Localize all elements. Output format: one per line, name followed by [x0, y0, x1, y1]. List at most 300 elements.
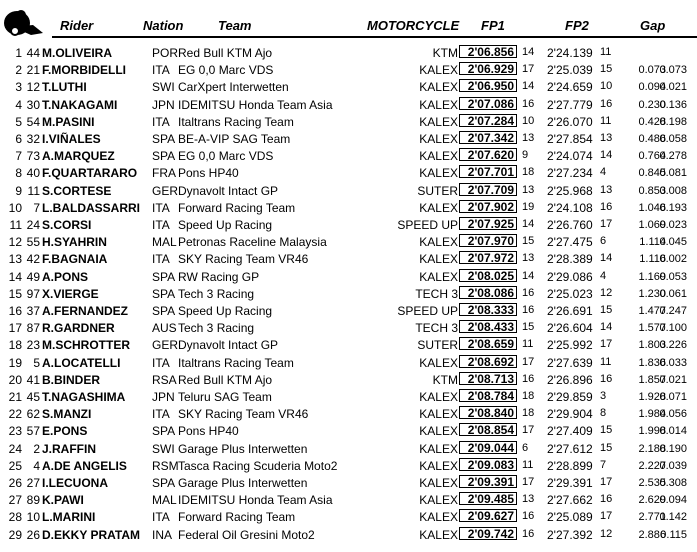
fp1-time: 2'07.086	[459, 97, 517, 110]
fp2-lap: 15	[600, 63, 613, 76]
gap-first: 2.629	[638, 494, 666, 507]
bike-number: 97	[26, 286, 40, 301]
nation: SWI	[152, 441, 175, 456]
team-name: Tasca Racing Scuderia Moto2	[178, 458, 338, 473]
bike-number: 62	[26, 407, 40, 422]
position: 6	[15, 132, 22, 146]
nation: SPA	[152, 476, 176, 490]
motorcycle: KALEX	[419, 355, 458, 370]
fp2-time: 2'29.859	[547, 390, 593, 404]
fp1-time: 2'08.333	[459, 303, 517, 316]
gap-previous: 0.193	[659, 201, 687, 214]
position: 17	[8, 321, 22, 336]
bike-number: 7	[33, 200, 40, 215]
rider-name: L.MARINI	[42, 510, 96, 525]
motorcycle: KALEX	[419, 132, 458, 146]
team-name: Dynavolt Intact GP	[178, 338, 279, 353]
gap-previous: 0.002	[659, 253, 687, 266]
bike-number: 10	[26, 510, 40, 525]
bike-number: 30	[26, 97, 40, 112]
nation: FRA	[152, 166, 176, 181]
position: 21	[8, 390, 22, 404]
fp2-time: 2'24.139	[547, 46, 593, 60]
team-name: IDEMITSU Honda Team Asia	[178, 493, 333, 508]
fp2-lap: 13	[600, 183, 613, 196]
fp2-time: 2'25.039	[547, 63, 593, 78]
motorcycle: KALEX	[419, 200, 458, 215]
team-name: Pons HP40	[178, 424, 239, 439]
gap-previous: 0.071	[659, 391, 687, 403]
fp2-time: 2'27.475	[547, 235, 593, 250]
motorcycle: KALEX	[419, 114, 458, 129]
fp1-time: 2'06.950	[459, 79, 517, 92]
fp1-time: 2'06.929	[459, 62, 517, 75]
gap-previous: 0.136	[659, 98, 687, 111]
table-row	[0, 285, 697, 302]
header-fp1: FP1	[481, 18, 505, 33]
fp2-lap: 8	[600, 407, 607, 420]
table-row	[0, 388, 697, 405]
table-row	[0, 319, 697, 336]
rider-name: F.BAGNAIA	[42, 252, 108, 267]
nation: ITA	[152, 407, 170, 422]
fp1-lap: 13	[522, 132, 535, 144]
bike-number: 73	[26, 149, 40, 164]
fp1-time: 2'08.854	[459, 423, 517, 436]
table-row	[0, 440, 697, 457]
nation: POR	[152, 46, 179, 60]
bike-number: 26	[26, 527, 40, 542]
fp1-lap: 9	[522, 149, 529, 162]
fp1-time: 2'07.709	[459, 183, 517, 196]
header-motorcycle: MOTORCYCLE	[367, 18, 460, 33]
position: 4	[15, 97, 22, 112]
nation: SPA	[152, 149, 176, 164]
nation: ITA	[152, 114, 170, 129]
header-fp2: FP2	[565, 18, 589, 33]
bike-number: 57	[26, 424, 40, 439]
position: 23	[8, 424, 22, 439]
nation: AUS	[152, 321, 177, 336]
fp2-lap: 10	[600, 80, 613, 93]
gap-previous: 0.061	[659, 287, 687, 300]
gap-previous: 0.008	[659, 184, 687, 197]
gap-first: 1.069	[638, 219, 666, 231]
rider-name: X.VIERGE	[42, 286, 99, 301]
table-row	[0, 491, 697, 508]
motorcycle: KALEX	[419, 441, 458, 456]
nation: SPA	[152, 304, 176, 318]
team-name: Red Bull KTM Ajo	[178, 46, 273, 60]
motorcycle: KALEX	[419, 80, 458, 95]
team-name: Pons HP40	[178, 166, 239, 181]
fp2-time: 2'26.604	[547, 321, 593, 336]
team-name: CarXpert Interwetten	[178, 80, 289, 95]
nation: INA	[152, 527, 173, 542]
fp1-time: 2'08.086	[459, 286, 517, 299]
position: 12	[8, 235, 22, 250]
gap-previous: 0.058	[659, 133, 687, 145]
fp1-lap: 6	[522, 441, 529, 454]
bike-number: 44	[26, 46, 40, 60]
motorcycle: KALEX	[419, 424, 458, 439]
team-name: Dynavolt Intact GP	[178, 183, 279, 198]
table-row	[0, 216, 697, 233]
fp1-time: 2'08.025	[459, 269, 517, 282]
fp1-lap: 17	[522, 63, 535, 76]
fp1-time: 2'09.044	[459, 441, 517, 454]
gap-first: 2.227	[638, 459, 666, 472]
table-row	[0, 78, 697, 95]
fp1-time: 2'09.742	[459, 527, 517, 540]
fp1-time: 2'08.692	[459, 355, 517, 368]
rider-name: T.LUTHI	[42, 80, 87, 95]
rider-name: E.PONS	[42, 424, 88, 439]
position: 2	[15, 63, 22, 78]
fp2-lap: 12	[600, 527, 613, 540]
table-row	[0, 526, 697, 543]
motorcycle: KALEX	[419, 269, 458, 284]
fp2-lap: 11	[600, 355, 612, 368]
rider-name: T.NAGASHIMA	[42, 390, 126, 404]
gap-first: 2.535	[638, 477, 666, 489]
gap-first: 0.764	[638, 150, 666, 163]
fp1-lap: 14	[522, 80, 535, 93]
gap-previous: 0.023	[659, 219, 687, 231]
gap-first: 1.998	[638, 425, 666, 438]
rider-name: H.SYAHRIN	[42, 235, 107, 250]
rider-name: S.CORSI	[42, 218, 92, 232]
gap-first: 1.230	[638, 287, 666, 300]
fp2-lap: 4	[600, 166, 607, 179]
gap-first: 2.771	[638, 511, 666, 524]
gap-previous: 0.115	[660, 528, 687, 541]
gap-previous: 0.308	[659, 477, 687, 489]
position: 11	[9, 218, 22, 232]
team-name: Speed Up Racing	[178, 304, 273, 318]
rider-name: F.QUARTARARO	[42, 166, 138, 181]
fp1-time: 2'06.856	[459, 45, 517, 58]
position: 5	[15, 114, 22, 129]
fp2-lap: 13	[600, 132, 613, 144]
fp2-lap: 11	[600, 46, 612, 58]
gap-first: 1.477	[638, 305, 666, 317]
fp1-lap: 16	[522, 304, 535, 316]
header-divider	[52, 36, 697, 38]
gap-first: 0.073	[638, 64, 666, 77]
fp1-time: 2'07.925	[459, 217, 517, 230]
fp1-time: 2'09.627	[459, 509, 517, 522]
fp2-lap: 15	[600, 304, 613, 316]
rider-name: K.PAWI	[42, 493, 84, 508]
rider-name: A.LOCATELLI	[42, 355, 121, 370]
fp2-time: 2'29.086	[547, 269, 593, 284]
fp2-lap: 15	[600, 424, 613, 437]
position: 25	[8, 458, 22, 473]
position: 26	[8, 476, 22, 490]
position: 3	[15, 80, 22, 95]
table-row	[0, 130, 697, 147]
position: 27	[8, 493, 22, 508]
fp1-time: 2'07.902	[459, 200, 517, 213]
rider-name: A.DE ANGELIS	[42, 458, 127, 473]
fp2-lap: 14	[600, 252, 613, 265]
fp1-lap: 13	[522, 493, 535, 506]
fp2-time: 2'27.409	[547, 424, 593, 439]
motorcycle-rider-icon	[3, 7, 53, 37]
table-row	[0, 233, 697, 250]
table-row	[0, 422, 697, 439]
table-row	[0, 405, 697, 422]
fp1-lap: 17	[522, 476, 535, 488]
fp1-lap: 18	[522, 407, 535, 420]
fp2-time: 2'24.074	[547, 149, 593, 164]
rider-name: M.PASINI	[42, 114, 95, 129]
gap-first: 0.486	[638, 133, 666, 145]
fp1-time: 2'07.284	[459, 114, 517, 127]
bike-number: 5	[33, 355, 40, 370]
gap-first: 0.094	[638, 81, 666, 94]
fp2-lap: 15	[600, 441, 613, 454]
fp2-time: 2'28.389	[547, 252, 593, 267]
gap-first: 1.046	[638, 201, 666, 214]
motorcycle: SUTER	[417, 183, 458, 198]
table-row	[0, 302, 697, 319]
gap-previous: 0.278	[659, 150, 687, 163]
rider-name: I.LECUONA	[42, 476, 108, 490]
nation: ITA	[152, 63, 170, 78]
fp1-time: 2'08.784	[459, 389, 517, 402]
position: 7	[15, 149, 22, 164]
motorcycle: KALEX	[419, 510, 458, 525]
bike-number: 45	[26, 390, 40, 404]
fp2-lap: 11	[600, 114, 612, 127]
fp2-time: 2'29.904	[547, 407, 593, 422]
fp2-time: 2'25.023	[547, 286, 593, 301]
fp2-lap: 3	[600, 390, 607, 402]
fp1-time: 2'07.620	[459, 148, 517, 161]
fp1-lap: 16	[522, 97, 535, 110]
gap-first: 0.845	[638, 167, 666, 180]
bike-number: 27	[26, 476, 40, 490]
fp1-lap: 16	[522, 372, 535, 385]
fp1-time: 2'07.701	[459, 165, 517, 178]
table-row	[0, 371, 697, 388]
team-name: Forward Racing Team	[178, 510, 296, 525]
bike-number: 4	[33, 458, 40, 473]
gap-previous: 0.100	[659, 322, 687, 335]
nation: MAL	[152, 493, 177, 508]
fp1-lap: 13	[522, 252, 535, 265]
rider-name: A.FERNANDEZ	[42, 304, 128, 318]
fp2-lap: 17	[600, 476, 613, 488]
rider-name: A.PONS	[42, 269, 89, 284]
motorcycle: KALEX	[419, 235, 458, 250]
rider-name: M.OLIVEIRA	[42, 46, 113, 60]
position: 14	[8, 269, 22, 284]
fp1-time: 2'07.342	[459, 131, 517, 144]
position: 19	[8, 355, 22, 370]
table-row	[0, 147, 697, 164]
gap-previous: 0.190	[659, 442, 687, 455]
nation: GER	[152, 183, 179, 198]
bike-number: 49	[26, 269, 40, 284]
table-row	[0, 182, 697, 199]
gap-previous: 0.226	[659, 339, 687, 352]
table-header	[0, 0, 697, 40]
team-name: BE-A-VIP SAG Team	[178, 132, 291, 146]
gap-previous: 0.094	[659, 494, 687, 507]
fp2-lap: 17	[600, 218, 613, 230]
position: 13	[8, 252, 22, 267]
bike-number: 23	[26, 338, 40, 353]
fp1-lap: 18	[522, 390, 535, 402]
gap-previous: 0.081	[659, 167, 687, 180]
position: 16	[8, 304, 22, 318]
gap-first: 0.853	[638, 184, 666, 197]
nation: SPA	[152, 286, 176, 301]
fp2-lap: 16	[600, 372, 613, 385]
team-name: Tech 3 Racing	[178, 321, 255, 336]
bike-number: 24	[26, 218, 40, 232]
fp2-lap: 17	[600, 510, 613, 523]
fp2-time: 2'26.760	[547, 218, 593, 232]
fp1-time: 2'08.659	[459, 337, 517, 350]
gap-first: 1.169	[638, 270, 666, 283]
rider-name: M.SCHROTTER	[42, 338, 130, 353]
motorcycle: TECH 3	[415, 321, 458, 336]
fp2-time: 2'27.639	[547, 355, 593, 370]
fp1-time: 2'08.433	[459, 320, 517, 333]
gap-previous: 0.247	[659, 305, 687, 317]
rider-name: B.BINDER	[42, 372, 101, 387]
motorcycle: KALEX	[419, 407, 458, 422]
gap-previous: 0.073	[659, 64, 687, 77]
fp1-time: 2'09.391	[459, 475, 517, 488]
fp2-time: 2'27.234	[547, 166, 593, 181]
team-name: Petronas Raceline Malaysia	[178, 235, 327, 250]
gap-previous: 0.056	[659, 408, 687, 421]
header-team: Team	[218, 18, 252, 33]
gap-first: 2.886	[638, 528, 666, 541]
gap-first: 0.230	[638, 98, 666, 111]
team-name: Federal Oil Gresini Moto2	[178, 527, 315, 542]
table-row	[0, 336, 697, 353]
fp1-lap: 15	[522, 321, 535, 334]
position: 15	[8, 286, 22, 301]
team-name: Red Bull KTM Ajo	[178, 372, 273, 387]
nation: JPN	[152, 97, 175, 112]
team-name: Tech 3 Racing	[178, 286, 255, 301]
fp2-lap: 6	[600, 235, 607, 248]
gap-previous: 0.039	[659, 459, 687, 472]
motorcycle: KALEX	[419, 527, 458, 542]
nation: ITA	[152, 355, 170, 370]
position: 8	[15, 166, 22, 181]
nation: SWI	[152, 80, 175, 95]
fp2-time: 2'27.392	[547, 527, 593, 542]
motorcycle: SUTER	[417, 338, 458, 353]
table-row	[0, 457, 697, 474]
fp1-lap: 14	[522, 218, 535, 230]
rider-name: S.CORTESE	[42, 183, 112, 198]
motorcycle: KALEX	[419, 390, 458, 404]
fp2-time: 2'25.968	[547, 183, 593, 198]
nation: JPN	[152, 390, 175, 404]
rider-name: F.MORBIDELLI	[42, 63, 126, 78]
rider-name: A.MARQUEZ	[42, 149, 115, 164]
fp2-lap: 16	[600, 200, 613, 213]
position: 20	[8, 372, 22, 387]
fp2-time: 2'26.691	[547, 304, 593, 318]
table-row	[0, 113, 697, 130]
table-row	[0, 508, 697, 525]
fp1-lap: 18	[522, 166, 535, 179]
table-row	[0, 199, 697, 216]
motorcycle: KALEX	[419, 493, 458, 508]
fp1-lap: 16	[522, 527, 535, 540]
nation: GER	[152, 338, 179, 353]
fp2-lap: 7	[600, 458, 607, 471]
gap-first: 1.116	[639, 253, 666, 266]
position: 29	[8, 527, 22, 542]
bike-number: 21	[26, 63, 40, 78]
bike-number: 2	[33, 441, 40, 456]
gap-previous: 0.198	[659, 115, 687, 128]
table-row	[0, 474, 697, 491]
nation: MAL	[152, 235, 177, 250]
motorcycle: KALEX	[419, 149, 458, 164]
gap-previous: 0.045	[659, 236, 687, 249]
motorcycle: TECH 3	[415, 286, 458, 301]
motorcycle: KTM	[432, 46, 458, 60]
bike-number: 12	[26, 80, 40, 95]
fp1-lap: 11	[522, 338, 534, 351]
table-row	[0, 268, 697, 285]
table-row	[0, 164, 697, 181]
nation: ITA	[152, 218, 170, 232]
position: 9	[15, 183, 22, 198]
table-row	[0, 96, 697, 113]
fp2-time: 2'27.612	[547, 441, 593, 456]
gap-first: 0.428	[638, 115, 666, 128]
fp1-time: 2'07.970	[459, 234, 517, 247]
bike-number: 32	[26, 132, 40, 146]
gap-first: 1.857	[638, 373, 666, 386]
table-row	[0, 250, 697, 267]
team-name: Teluru SAG Team	[178, 390, 272, 404]
fp1-lap: 16	[522, 510, 535, 523]
fp2-time: 2'26.896	[547, 372, 593, 387]
fp1-lap: 14	[522, 269, 535, 282]
bike-number: 55	[26, 235, 40, 250]
rider-name: J.RAFFIN	[42, 441, 96, 456]
fp1-lap: 17	[522, 355, 535, 368]
gap-first: 1.577	[638, 322, 666, 335]
bike-number: 40	[26, 166, 40, 181]
motorcycle: KALEX	[419, 476, 458, 490]
table-row	[0, 44, 697, 61]
team-name: Speed Up Racing	[178, 218, 273, 232]
fp1-time: 2'09.083	[459, 458, 517, 471]
fp1-lap: 19	[522, 200, 535, 213]
motorcycle: KALEX	[419, 252, 458, 267]
fp2-lap: 14	[600, 149, 613, 162]
motorcycle: KALEX	[419, 97, 458, 112]
bike-number: 54	[26, 114, 40, 129]
motorcycle: KALEX	[419, 458, 458, 473]
fp2-time: 2'27.662	[547, 493, 593, 508]
